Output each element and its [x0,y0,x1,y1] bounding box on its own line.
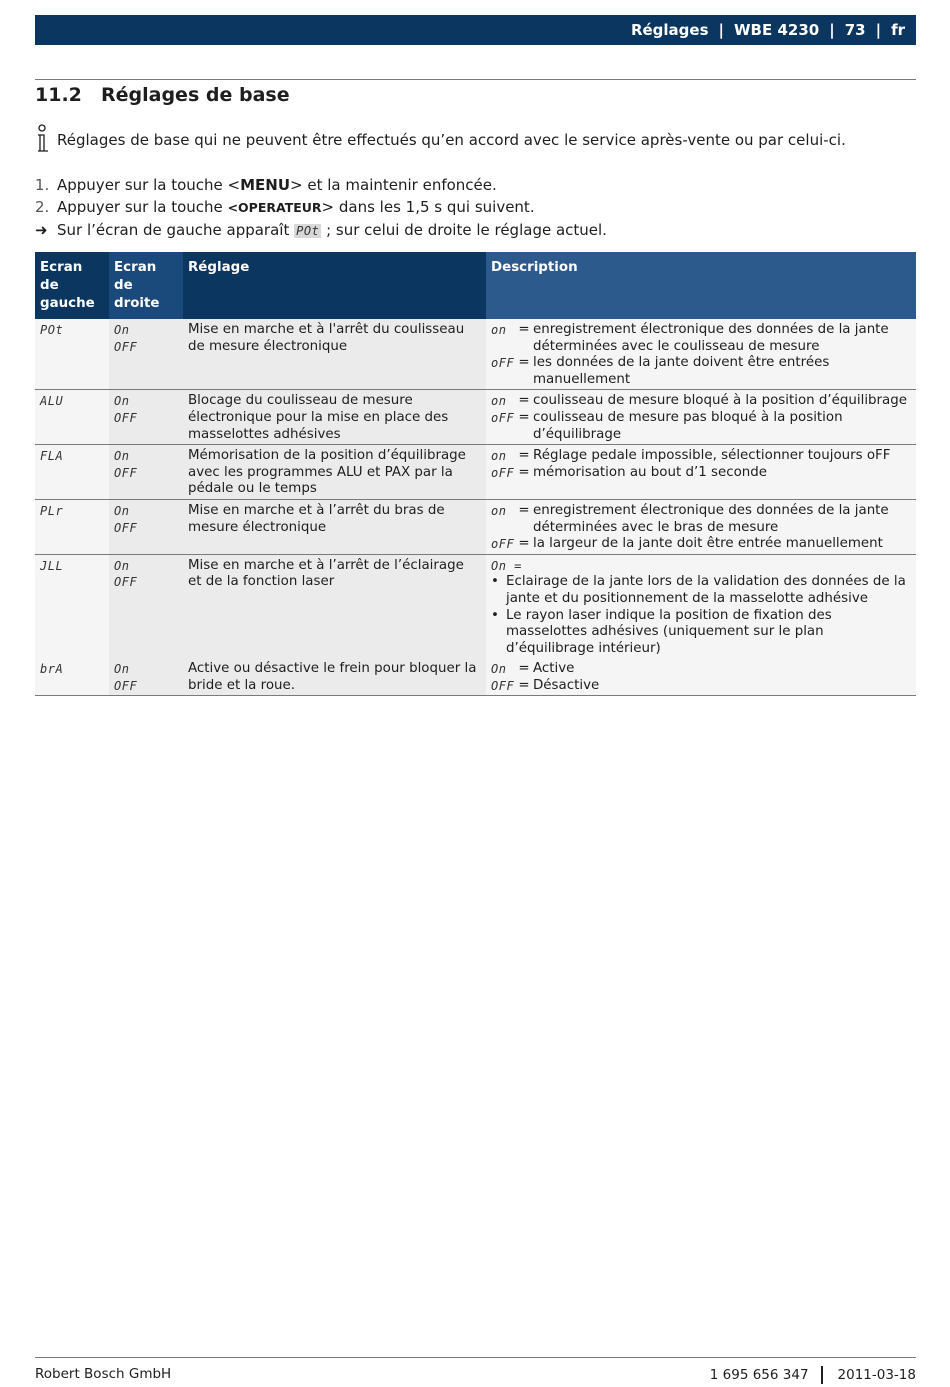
description-text: coulisseau de mesure bloqué à la position d’équilibrage [533,393,907,409]
equals-sign: = [518,322,530,337]
bullet-item [491,574,911,607]
footer-company: Robert Bosch GmbH [35,1366,172,1382]
value-code: OFF [491,678,515,693]
info-note [35,124,846,154]
value-code: on [491,503,507,518]
left-screen-code: ALU [40,394,64,409]
description-text: enregistrement électronique des données de la jante déterminées avec le bras de mesure [533,502,889,535]
description-text: enregistrement électronique des données de la jante déterminées avec le coulisseau de mesure [533,322,889,354]
equals-sign: = [518,661,530,677]
equals-sign: = [518,409,530,425]
description-text: la largeur de la jante doit être entrée manuellement [533,536,883,552]
top-divider [35,79,916,80]
description-line [491,322,911,355]
left-screen-code: JLL [40,558,64,573]
step-text-post: > dans les 1,5 s qui suivent. [321,198,535,216]
instruction-steps [35,174,607,242]
value-code: on [491,394,507,409]
header-separator: | [875,21,882,39]
bullet-text: Eclairage de la jante lors de la validation des données de la jante et du positionnement de la masselotte adhésive [506,574,906,606]
header-separator: | [718,21,725,39]
description-line [491,678,911,695]
bullet-text: Le rayon laser indique la position de fixation des masselottes adhésives (uniquement sur le plan d’équilibrage intérieur) [506,607,832,656]
bullet-item [491,608,911,658]
arrow-icon: ➜ [35,221,48,239]
description-text: les données de la jante doivent être entrées manuellement [533,355,830,387]
description-line [491,355,911,388]
setting-text: Mise en marche et à l’arrêt du bras de mesure électronique [183,499,486,554]
section-title-text: Réglages de base [101,84,290,106]
bullet-icon: • [491,574,499,590]
info-icon [35,124,51,154]
value-code: oFF [491,465,515,480]
left-screen-code: FLA [40,449,64,464]
footer-right [710,1366,916,1384]
left-screen-code: POt [40,323,64,337]
step-number: 2. [35,198,50,216]
key-operateur: <OPERATEUR [227,200,322,215]
table-row [35,319,916,390]
setting-text: Active ou désactive le frein pour bloquer la bride et la roue. [183,658,486,696]
description-line [491,661,911,678]
section-number: 11.2 [35,84,82,106]
result-text-post: ; sur celui de droite le réglage actuel. [321,221,607,239]
header-page-number: 73 [844,21,866,39]
header-language: fr [891,21,905,39]
equals-sign: = [518,677,530,693]
column-header-right-screen: Ecran de droite [109,252,183,319]
step-2 [35,196,607,219]
description-text: Active [533,661,575,677]
left-screen-code: brA [40,662,64,677]
description-text: coulisseau de mesure pas bloqué à la position d’équilibrage [533,409,843,442]
header-bar [35,15,916,45]
header-section: Réglages [630,21,709,39]
description-line [491,393,911,410]
header-model: WBE 4230 [734,21,820,39]
right-screen-code: OFF [114,339,138,354]
footer-date: 2011-03-18 [837,1367,916,1383]
description-line [491,465,911,482]
step-text-post: > et la maintenir enfoncée. [290,176,497,194]
bottom-divider [35,1357,916,1358]
description-text: Désactive [533,677,600,693]
right-screen-code: OFF [114,520,138,535]
right-screen-code: OFF [114,410,138,425]
column-header-description: Description [486,252,916,319]
equals-sign: = [518,393,530,409]
equals-sign: = [518,536,530,552]
footer-doc-number: 1 695 656 347 [709,1367,809,1383]
table-row [35,499,916,554]
settings-table [35,252,916,696]
value-code: On [491,662,507,677]
right-screen-code: On [114,662,130,677]
right-screen-code: OFF [114,575,138,590]
right-screen-code: On [114,449,130,464]
value-code: oFF [491,537,515,552]
equals-sign: = [518,502,530,518]
right-screen-code: On [114,394,130,409]
table-header-row [35,252,916,319]
display-code: POt [296,224,320,238]
result-text-pre: Sur l’écran de gauche apparaît [57,221,295,239]
right-screen-code: On [114,558,130,573]
step-number: 1. [35,176,50,194]
section-title [35,84,290,106]
setting-text: Mise en marche et à l’arrêt de l’éclairage et de la fonction laser [183,554,486,658]
left-screen-code: PLr [40,503,64,518]
table-row [35,445,916,500]
table-row [35,390,916,445]
value-code: oFF [491,356,515,371]
value-code: on [491,449,507,464]
step-result [35,219,607,242]
description-line [491,503,911,536]
column-header-left-screen: Ecran de gauche [35,252,109,319]
step-text-pre: Appuyer sur la touche [57,198,228,216]
description-line [491,448,911,465]
column-header-setting: Réglage [183,252,486,319]
right-screen-code: On [114,503,130,518]
setting-text: Mémorisation de la position d’équilibrage avec les programmes ALU et PAX par la pédale ou le temps [183,445,486,500]
table-row [35,554,916,658]
equals-sign: = [518,448,530,464]
description-text: mémorisation au bout d’1 seconde [533,464,767,480]
bullet-icon: • [491,607,499,623]
right-screen-code: On [114,323,130,337]
table-row [35,658,916,696]
setting-text: Blocage du coulisseau de mesure électronique pour la mise en place des masselottes adhésives [183,390,486,445]
value-code: oFF [491,410,515,425]
step-text-pre: Appuyer sur la touche < [57,176,241,194]
header-separator: | [829,21,835,39]
equals-sign: = [518,355,530,371]
value-code: on [491,323,507,337]
key-menu: MENU [240,176,291,194]
setting-text: Mise en marche et à l'arrêt du coulisseau de mesure électronique [183,319,486,390]
step-1 [35,174,607,196]
description-line [491,536,911,553]
info-text: Réglages de base qui ne peuvent être effectués qu’en accord avec le service après-vente ou par celui-ci. [57,131,846,149]
description-text: Réglage pedale impossible, sélectionner toujours oFF [533,448,891,464]
right-screen-code: OFF [114,465,138,480]
description-heading: On = [491,558,522,573]
right-screen-code: OFF [114,678,138,693]
description-line [491,410,911,443]
equals-sign: = [518,464,530,480]
footer-divider [821,1366,823,1384]
